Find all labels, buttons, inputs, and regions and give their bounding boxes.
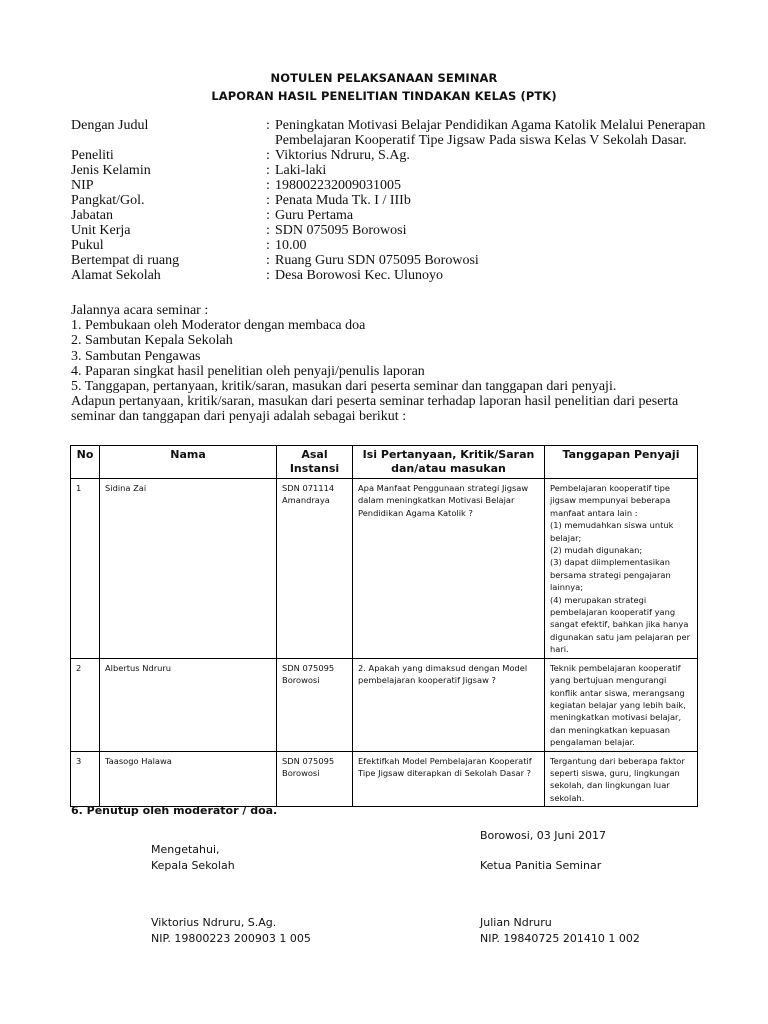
info-value: SDN 075095 Borowosi <box>275 223 407 238</box>
info-row-pukul: Pukul : 10.00 <box>71 238 711 253</box>
signature-nip: NIP. 19800223 200903 1 005 <box>151 932 311 945</box>
info-row-jenis-kelamin: Jenis Kelamin : Laki-laki <box>71 163 711 178</box>
agenda-intro: Adapun pertanyaan, kritik/saran, masukan dari peserta seminar terhadap laporan hasil penelitian dari peserta seminar dan tanggapan dari penyaji adalah sebagai berikut : <box>71 394 679 425</box>
info-value: Penata Muda Tk. I / IIIb <box>275 193 411 208</box>
info-label: Dengan Judul <box>71 118 149 133</box>
table-row <box>71 479 698 659</box>
agenda-item: 4. Paparan singkat hasil penelitian oleh penyaji/penulis laporan <box>71 363 425 379</box>
response-line: Tergantung dari beberapa faktor seperti siswa, guru, lingkungan sekolah, dan lingkungan luar sekolah. <box>550 755 685 803</box>
response-line: Pembelajaran kooperatif tipe jigsaw mempunyai beberapa manfaat antara lain : <box>550 483 671 518</box>
info-row-ruang: Bertempat di ruang : Ruang Guru SDN 075095 Borowosi <box>71 253 711 268</box>
signature-name-left-block <box>151 915 311 947</box>
signature-block-left <box>151 842 235 874</box>
response-line: Teknik pembelajaran kooperatif yang bertujuan mengurangi konflik antar siswa, merangsang kegiatan belajar yang lebih baik, meningkatkan motivasi belajar, dan meningkatkan kepuasan pengalaman belajar. <box>550 662 686 748</box>
table-row <box>71 751 698 807</box>
cell-isi: Apa Manfaat Penggunaan strategi Jigsaw dalam meningkatkan Motivasi Belajar Pendidikan Agama Katolik ? <box>353 479 545 659</box>
info-value: 10.00 <box>275 238 307 253</box>
info-row-jabatan: Jabatan : Guru Pertama <box>71 208 711 223</box>
cell-tanggapan <box>545 479 698 659</box>
place-date: Borowosi, 03 Juni 2017 <box>480 829 607 842</box>
document-title: NOTULEN PELAKSANAAN SEMINAR <box>270 71 498 85</box>
cell-asal: SDN 075095 Borowosi <box>277 658 353 751</box>
info-row-alamat: Alamat Sekolah : Desa Borowosi Kec. Ulunoyo <box>71 268 711 283</box>
cell-nama: Albertus Ndruru <box>100 658 277 751</box>
cell-isi: Efektifkah Model Pembelajaran Kooperatif Tipe Jigsaw diterapkan di Sekolah Dasar ? <box>353 751 545 807</box>
info-label: Bertempat di ruang <box>71 253 180 268</box>
info-row-nip: NIP : 198002232009031005 <box>71 178 711 193</box>
info-value: 198002232009031005 <box>275 178 401 193</box>
info-value: Guru Pertama <box>275 208 354 223</box>
info-label: Jabatan <box>71 208 113 223</box>
info-row-judul: Dengan Judul : Peningkatan Motivasi Belajar Pendidikan Agama Katolik Melalui Penerapan Pembelajaran Kooperatif Tipe Jigsaw Pada siswa Kelas V Sekolah Dasar. <box>71 118 711 148</box>
info-value: Peningkatan Motivasi Belajar Pendidikan Agama Katolik Melalui Penerapan Pembelajaran Kooperatif Tipe Jigsaw Pada siswa Kelas V Sekolah Dasar. <box>275 118 706 148</box>
seminar-info <box>71 118 711 283</box>
cell-nama: Sidina Zai <box>100 479 277 659</box>
signature-role-right: Ketua Panitia Seminar <box>480 859 602 872</box>
info-label: Unit Kerja <box>71 223 131 238</box>
info-row-peneliti: Peneliti : Viktorius Ndruru, S.Ag. <box>71 148 711 163</box>
column-header-no: No <box>71 446 100 479</box>
cell-no: 3 <box>71 751 100 807</box>
cell-asal: SDN 075095 Borowosi <box>277 751 353 807</box>
info-label: Alamat Sekolah <box>71 268 161 283</box>
agenda-item: 2. Sambutan Kepala Sekolah <box>71 333 233 349</box>
info-row-pangkat: Pangkat/Gol. : Penata Muda Tk. I / IIIb <box>71 193 711 208</box>
cell-tanggapan <box>545 751 698 807</box>
agenda-item: 5. Tanggapan, pertanyaan, kritik/saran, masukan dari peserta seminar dan tanggapan dari penyaji. <box>71 379 617 395</box>
info-label: Pangkat/Gol. <box>71 193 145 208</box>
info-value: Ruang Guru SDN 075095 Borowosi <box>275 253 479 268</box>
cell-asal: SDN 071114 Amandraya <box>277 479 353 659</box>
column-header-nama: Nama <box>100 446 277 479</box>
agenda-item: 1. Pembukaan oleh Moderator dengan membaca doa <box>71 318 366 334</box>
table-row <box>71 658 698 751</box>
closing-agenda-item: 6. Penutup oleh moderator / doa. <box>71 804 278 817</box>
signature-acknowledgement: Mengetahui, <box>151 843 220 856</box>
info-label: NIP <box>71 178 94 193</box>
agenda-item: 3. Sambutan Pengawas <box>71 348 201 364</box>
info-label: Jenis Kelamin <box>71 163 151 178</box>
column-header-tanggapan: Tanggapan Penyaji <box>545 446 698 479</box>
signature-name-right-block <box>480 915 640 947</box>
table-header-row <box>71 446 698 479</box>
info-label: Pukul <box>71 238 104 253</box>
feedback-table <box>70 445 698 807</box>
info-value: Viktorius Ndruru, S.Ag. <box>275 148 410 163</box>
seminar-agenda <box>71 303 691 425</box>
response-line: (2) mudah digunakan; <box>550 545 643 556</box>
cell-no: 2 <box>71 658 100 751</box>
signature-name: Julian Ndruru <box>480 916 552 929</box>
signature-nip: NIP. 19840725 201410 1 002 <box>480 932 640 945</box>
info-value: Desa Borowosi Kec. Ulunoyo <box>275 268 443 283</box>
signature-name: Viktorius Ndruru, S.Ag. <box>151 916 277 929</box>
info-row-unit-kerja: Unit Kerja : SDN 075095 Borowosi <box>71 223 711 238</box>
column-header-isi: Isi Pertanyaan, Kritik/Saran dan/atau masukan <box>353 446 545 479</box>
cell-nama: Taasogo Halawa <box>100 751 277 807</box>
document-subtitle: LAPORAN HASIL PENELITIAN TINDAKAN KELAS (PTK) <box>211 89 557 103</box>
cell-tanggapan <box>545 658 698 751</box>
signature-role: Kepala Sekolah <box>151 859 235 872</box>
agenda-heading: Jalannya acara seminar : <box>71 303 209 318</box>
response-line: (1) memudahkan siswa untuk belajar; <box>550 520 674 543</box>
response-line: (4) merupakan strategi pembelajaran kooperatif yang sangat efektif, bahkan jika hanya digunakan satu jam pelajaran per hari. <box>550 594 691 655</box>
info-value: Laki-laki <box>275 163 327 178</box>
column-header-asal: Asal Instansi <box>277 446 353 479</box>
response-line: (3) dapat diimplementasikan bersama strategi pengajaran lainnya; <box>550 557 671 593</box>
cell-no: 1 <box>71 479 100 659</box>
cell-isi: 2. Apakah yang dimaksud dengan Model pembelajaran kooperatif Jigsaw ? <box>353 658 545 751</box>
info-label: Peneliti <box>71 148 114 163</box>
